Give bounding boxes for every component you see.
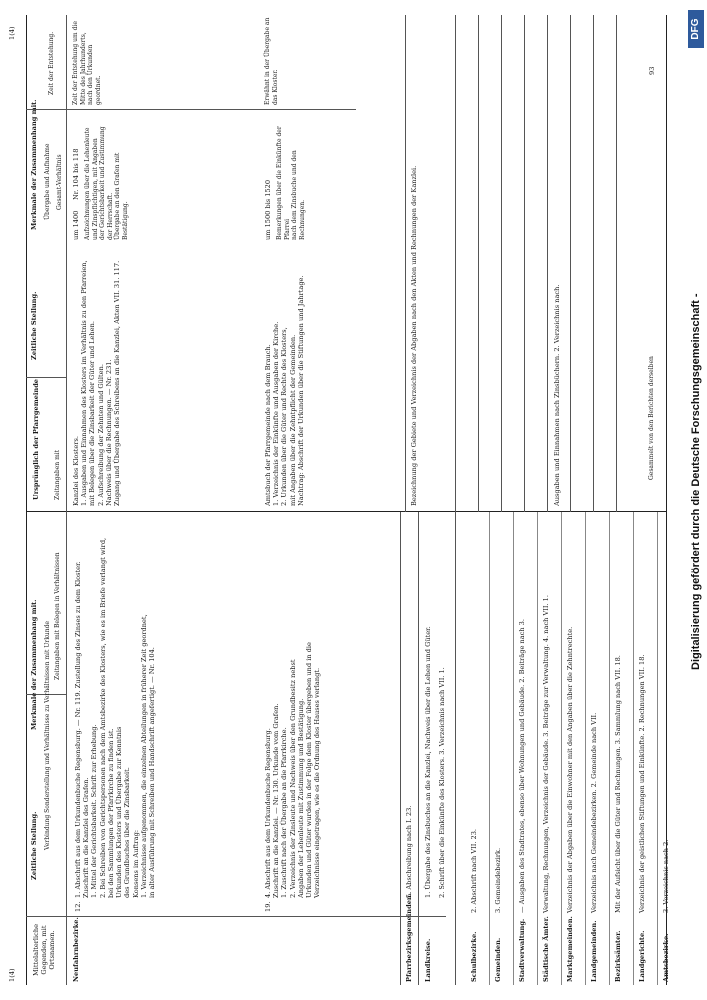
left-col2-sub: Verbindung Sonderstellung und Verhältnisse zu Verhältnissen mit Urkunde [44,621,51,850]
right-note-row: Bezeichnung der Gebiete und Verzeichnis der Abgaben nach den Akten und Rechnungen der Kanzlei. [410,165,418,506]
lower-row [586,512,610,985]
right-empty-rule [547,15,548,512]
left-col2-header-a: Zeitliche Stellung. [30,811,38,880]
right-col4-header: Zeit der Entstehung. [48,31,55,95]
left-entry2-number: 19. [264,901,272,912]
lower-row [562,512,586,985]
right-bottom-row: Ausgaben und Einnahmen nach Zinsbüchern. 2. Verzeichnis nach. [553,284,561,506]
row-b-label: Landkreise. [424,938,432,982]
left-col3-sub: Zeitangaben mit Belegen in Verhältnissen [54,552,61,680]
left-rule-a [400,512,401,985]
lower-row-label: Landgerichte. [638,930,646,982]
page-header-left: 1(4) [8,968,16,982]
digitization-note: Digitalisierung gefördert durch die Deutsche Forschungsgemeinschaft - [690,293,702,670]
lower-row-text: 3. Verzeichnis nach 2. [662,839,670,913]
right-entry1-date-b: Nr. 104 bis 118 [72,148,80,200]
right-entry1-text: Kanzlei des Klosters. 1. Ausgaben und Einnahmen des Klosters im Verhältnis zu den Pfarreien, mit Belegen über die Zinsbarkeit der Güter und Lehen. 2. Aufschreibung der Zehnten und Gülten. Nachweis über die Rechnungen. — Nr. 231. Zugang und Übergabe des Schreibens an die Kanzlei, Akten VII. 31. 117. [72,260,122,506]
lower-row [610,512,634,985]
row-a-text: 5. Abschreibung nach I. 23. [405,805,413,898]
lower-row [490,512,514,985]
lower-row-text: 2. Abschrift nach VII. 23. [470,828,478,913]
lower-row [634,512,658,985]
right-col-divider-1 [26,377,66,378]
row-b-text-1: 1. Übergabe des Zinsbuches an die Kanzlei, Nachweis über die Lehen und Güter. [424,626,432,898]
lower-row [514,512,538,985]
left-header-rule [66,512,67,985]
lower-row-label: Schulbezirke. [470,931,478,982]
lower-row [658,512,681,985]
right-empty-rule [593,15,594,512]
bottom-rule [666,15,667,985]
right-empty-rule [455,15,456,512]
right-entry1-far: Zeit der Entstehung um die Mitte des Jahrhunderts, nach den Urkunden geordnet. [72,21,102,105]
dfg-logo: DFG [688,10,704,48]
lower-row [466,512,490,985]
lower-row-text: Verzeichnis nach Gemeindebezirken. 2. Gemeinde nach VII. [590,712,598,913]
right-empty-rule [524,15,525,512]
left-col1-divider [26,916,446,917]
left-entry2-text: 4. Abschrift aus dem Urkundenbuche Regensburg. Zuschrift an die Kanzlei. — Nr. 130. Urkunde vom Grafen. 1. Zuschrift nach der Übergabe an die Pfarrkirche. 2. Verzeichnis der Zinsleute und Nachweis über den Grundbesitz nebst Angaben der Lehenleute mit Zustimmung und Bestätigung. Urkunden und Güter wurden in der Folge dem Kloster übergeben und in die Verzeichnisse eingetragen, wie es die Ordnung des Hauses verlangt. [264,642,322,898]
lower-row-text: 3. Gemeindebezirk. [494,847,502,913]
right-entry2-date: um 1500 bis 1520 [264,179,272,240]
right-entry2-far: Erwähnt in der Übergabe an das Kloster. [264,17,279,105]
right-header-rule [66,15,67,512]
right-entry1-right: Aufzeichnungen über die Lehenleute und Zinspflichtigen, mit Angaben der Gerichtsbarkeit und Zustimmung der Herrschaft. Übergabe an den Grafen mit Bestätigung. [84,126,129,240]
right-col1-header: Ursprünglich der Pfarrgemeinde [32,378,40,500]
right-col3-sub-b: Gesamt-Verhältnis [56,154,63,210]
right-empty-rule [570,15,571,512]
digitization-strip [687,0,707,1000]
row-a-label: Pfarrbezirksgemeinden. [405,893,413,982]
lower-row-label: Marktgemeinden. [566,916,574,982]
page-number: 93 [648,66,656,75]
lower-row-text: Verzeichnis der Abgaben über die Einwohner mit den Angaben über die Zehntrechte. [566,626,574,913]
right-entry2-text: Amtsbuch der Pfarrgemeinde nach dem Brauch. 1. Verzeichnis der Einkünfte und Ausgaben der Kirche. 2. Urkunden über die Güter und Rechte des Klosters, mit Angaben über die Zehntpflicht der Gemeinden. Nachtrag: Abschrift der Urkunden über die Stiftungen und Jahrtage. [264,275,305,506]
left-col2-header-b: Merkmale der Zusammenhang mit. [30,599,38,730]
lower-row-label: Stadtverwaltung. [518,918,526,982]
lower-row-text: — Ausgaben des Stadtrates, ebenso über Wohnungen und Gebäude. 2. Beiträge nach 3. [518,619,526,913]
left-rule-c [455,512,456,985]
right-empty-rule [478,15,479,512]
lower-row-label: Städtische Ämter. [542,916,550,982]
right-rule-a [405,15,406,512]
right-col3-header: Merkmale der Zusammenhang mit. [30,99,38,230]
lower-row-text: Verzeichnis der geistlichen Stiftungen und Einkünfte. 2. Rechnungen VII. 18. [638,654,646,913]
left-entry1-number: 12. [74,901,82,912]
page-header-right: 1(4) [8,26,16,40]
lower-row-label: Gemeinden. [494,937,502,982]
lower-row-label: Landgemeinden. [590,920,598,982]
left-lower-rows [466,512,681,985]
lower-row-text: Verwaltung, Rechnungen, Verzeichnis der Gebäude. 3. Beiträge zur Verwaltung. 4. nach VII. 1. [542,595,550,913]
lower-row-label: Amtsbezirke. [662,933,670,982]
lower-row-text: Mit der Aufsicht über die Güter und Rechnungen. 3. Sammlung nach VII. 18. [614,655,622,913]
lower-row-label: Bezirksämter. [614,930,622,982]
top-rule [26,15,27,985]
right-col2-header: Zeitliche Stellung. [30,291,38,360]
right-empty-rule [501,15,502,512]
right-empty-rule [616,15,617,512]
right-col3-sub-a: Übergabe und Aufnahme [44,143,51,220]
right-col1-sub: Zeitangaben mit [54,449,61,500]
right-col-divider-2 [26,109,356,110]
left-entry1-text: 1. Abschrift aus dem Urkundenbuche Regensburg. — Nr. 119. Zustellung des Zinses zu dem Kloster. Zuschrift an die Kanzlei des Grafen. 1. Mittel der Gerichtsbarkeit. Schrift zur Erhebung. 2. Bei Schreiben von Gerichtspersonen nach dem Amtsbezirke des Klosters, wie es im Briefe verlangt wird, bei den Sammlungen der Pfarrkirche zu finden ist. Urkunden des Klosters und Übergabe zur Kenntnis des Grundbuches über die Zinsbarkeit. Konsens im Auftrag: 1. Verzeichnisse aufgenommen, die einzelnen Abteilungen in früherer Zeit geordnet, in alter Ausführung mit Schreiben und Handschrift angefertigt. — Nr. 104. [74,537,157,898]
footer-note: Gesammelt von den Berichten derselben [648,356,655,480]
right-entry1-date-a: um 1400 [72,210,80,240]
left-col1-header: Mittelalterliche Gegenden, mit Ortsnamen. [32,924,57,976]
right-entry2-right: Bemerkungen über die Einkünfte der Pfarrei nach dem Zinsbuche und den Rechnungen. [276,126,306,240]
left-section-label: Neufahrnbezirke. [72,917,80,982]
lower-row [538,512,562,985]
row-b-text-2: 2. Schrift über die Einkünfte des Klosters. 3. Verzeichnis nach VII. 1. [438,667,446,898]
left-rule-b [418,512,419,985]
